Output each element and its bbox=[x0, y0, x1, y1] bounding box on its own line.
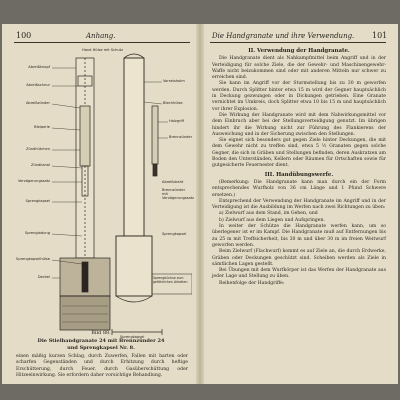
figure-caption-line1: Die Stielhandgranate 24 mit Brennzünder 24 bbox=[37, 338, 165, 344]
right-page bbox=[202, 24, 398, 384]
running-head-left: Anhang. bbox=[86, 32, 116, 40]
section-3-paragraph: Beim Zielwurf (Flachwurf) kommt es auf Ziele an, die durch Erdwerke, Gräben oder Deckungen geschützt sind. Scheiben werden als Ziele in sämtlichen Lagen gestellt. bbox=[212, 249, 386, 267]
label-deckel: Deckel bbox=[37, 275, 50, 279]
left-page bbox=[2, 24, 198, 384]
right-body bbox=[212, 46, 386, 287]
page-number-right: 101 bbox=[372, 31, 388, 40]
running-head-right: Die Handgranate und ihre Verwendung. bbox=[212, 32, 355, 40]
section-2-title: II. Verwendung der Handgranate. bbox=[248, 48, 350, 54]
section-3-paragraph: b) Zielwurf aus dem Liegen und Aufspringen. bbox=[219, 217, 325, 223]
label-bleiperle: Bleiperle bbox=[34, 125, 50, 129]
label-top: Hand Hülse mit Schutz bbox=[82, 48, 123, 52]
stamp-label: Sprengbüchse zum gefährlichen Arbeiten bbox=[153, 276, 188, 284]
label-sprengkapselhuelse: Sprengkapselhülse bbox=[16, 257, 50, 261]
label-abreisszuender: Abreißzünder bbox=[25, 101, 50, 105]
section-3-paragraph: Bei Übungen mit dem Wurfkörper ist das Werfen der Handgranate aus jeder Lage und Stellung zu üben. bbox=[212, 268, 386, 280]
label-sprengladung: Sprengladung bbox=[24, 231, 50, 235]
section-3-paragraph: (Bemerkung: Die Handgranate kann man durch ein der Form entsprechendes Wurfholz von 36 cm Länge und 1 Pfund Schwere ersetzen.) bbox=[212, 179, 386, 198]
page-number-left: 100 bbox=[16, 31, 32, 40]
section-3-paragraph: Reihenfolge der Handgriffe: bbox=[219, 280, 285, 286]
section-2-paragraph: Die Wirkung der Handgranate wird mit dem Nahwirkungsmittel vor dem Einbruch aber bei der Stellungsverteidigung genutzt. Im übrigen hindert ihr die Wirkung nicht zur Führung des Flankierens der Ausweichung und in der Sicherung zwischen den Stellungen. bbox=[212, 112, 386, 137]
label-brennzuender-verz: Brennzünder mit Verzögerungssatz bbox=[162, 188, 195, 200]
label-sprengkapsel-right: Sprengkapsel bbox=[162, 232, 187, 236]
label-abreissschnur: Abreißschnur bbox=[26, 83, 50, 87]
section-3-paragraph: a) Zielwurf aus dem Stand, im Gehen, und bbox=[219, 211, 318, 217]
label-zuendkanal: Zündkanal bbox=[31, 163, 50, 167]
grenade-diagram bbox=[12, 46, 195, 346]
label-zuendhuetchen: Zündhütchen bbox=[25, 147, 50, 151]
figure-caption-line2: und Sprengkapsel Nr. 8. bbox=[67, 345, 135, 351]
book-spread bbox=[2, 24, 398, 384]
figure-number: Bild 88. bbox=[91, 330, 111, 336]
label-abreissknopf: Abreißknopf bbox=[28, 65, 50, 69]
label-holzgriff: Holzgriff bbox=[169, 119, 185, 123]
header-rule-left bbox=[14, 42, 190, 43]
section-2-paragraph: Sie kann im Angriff vor der Sturmstellung bis zu 30 m geworfen werden. Durch Splitter hinter etwa 15 m wird der Gegner hauptsächlich in Deckung gezwungen oder in Dickungen getrieben. Eine Granate vernichtet im Umkreis, doch Splitter etwa 10 bis 15 m und hauptsächlich vor ihrer Explosion. bbox=[212, 81, 386, 112]
header-rule-right bbox=[210, 42, 386, 43]
label-verzoegerungssatz: Verzögerungssatz bbox=[17, 179, 50, 183]
section-2-paragraph: Sie eignet sich besonders gut gegen Ziele hinter Deckungen, die mit dem Gewehr nicht zu treffen sind, etwa 5 ½ Granaten gegen solche Gegner, die sich in Gräben und Stellungen befinden, deren Auskratzen am Boden den Unterständen, Kellern oder Räumen für Ortschaften sowie für gutgesicherte Feuernester dient. bbox=[212, 138, 386, 169]
section-3-paragraph: In weiter der Schütze die Handgranate werfen kann, um so überlegener ist er im Kampf. Die Handgranate muß auf Entfernungen bis zu 25 m mit Treffsicherheit, bis 30 m und über 30 m im freien Weitwurf geworfen werden. bbox=[212, 224, 386, 248]
label-vorratsholm: Vorratsholm bbox=[163, 79, 185, 83]
section-3-title: III. Handübungswerfe. bbox=[264, 171, 334, 178]
label-abreissdraht: Abreißdraht bbox=[162, 180, 184, 184]
section-2-paragraph: Die Handgranate dient als Nahkampfmittel beim Angriff und in der Verteidigung für solche Ziele, die der Gewehr- und Maschinengewehr-Waffe nicht beizukommen sind oder mit anderen Mitteln nur schwer zu erreichen sind. bbox=[212, 56, 386, 81]
section-3-paragraph: Entsprechend der Verwendung der Handgranate im Angriff und in der Verteidigung ist die Ausbildung im Werfen nach zwei Richtungen zu üben: bbox=[212, 198, 386, 211]
left-body-text: einen mäßig kurzen Schlag, durch Zuwerfen, Fallen mit harten oder scharfen Gegenständen und durch Erhitzung durch heftige Erschütterung, durch Feuer, durch Gasüberschüttung oder Hitzeeinwirkung. Sie erfordern daher vorsichtige Behandlung. bbox=[16, 354, 188, 378]
label-brennzuender: Brennzünder bbox=[169, 135, 193, 139]
label-sprengkapsel: Sprengkapsel bbox=[25, 199, 50, 203]
scale-label: Sprengkapsel bbox=[120, 335, 145, 339]
label-blechhuelse: Blechhülse bbox=[163, 101, 183, 105]
